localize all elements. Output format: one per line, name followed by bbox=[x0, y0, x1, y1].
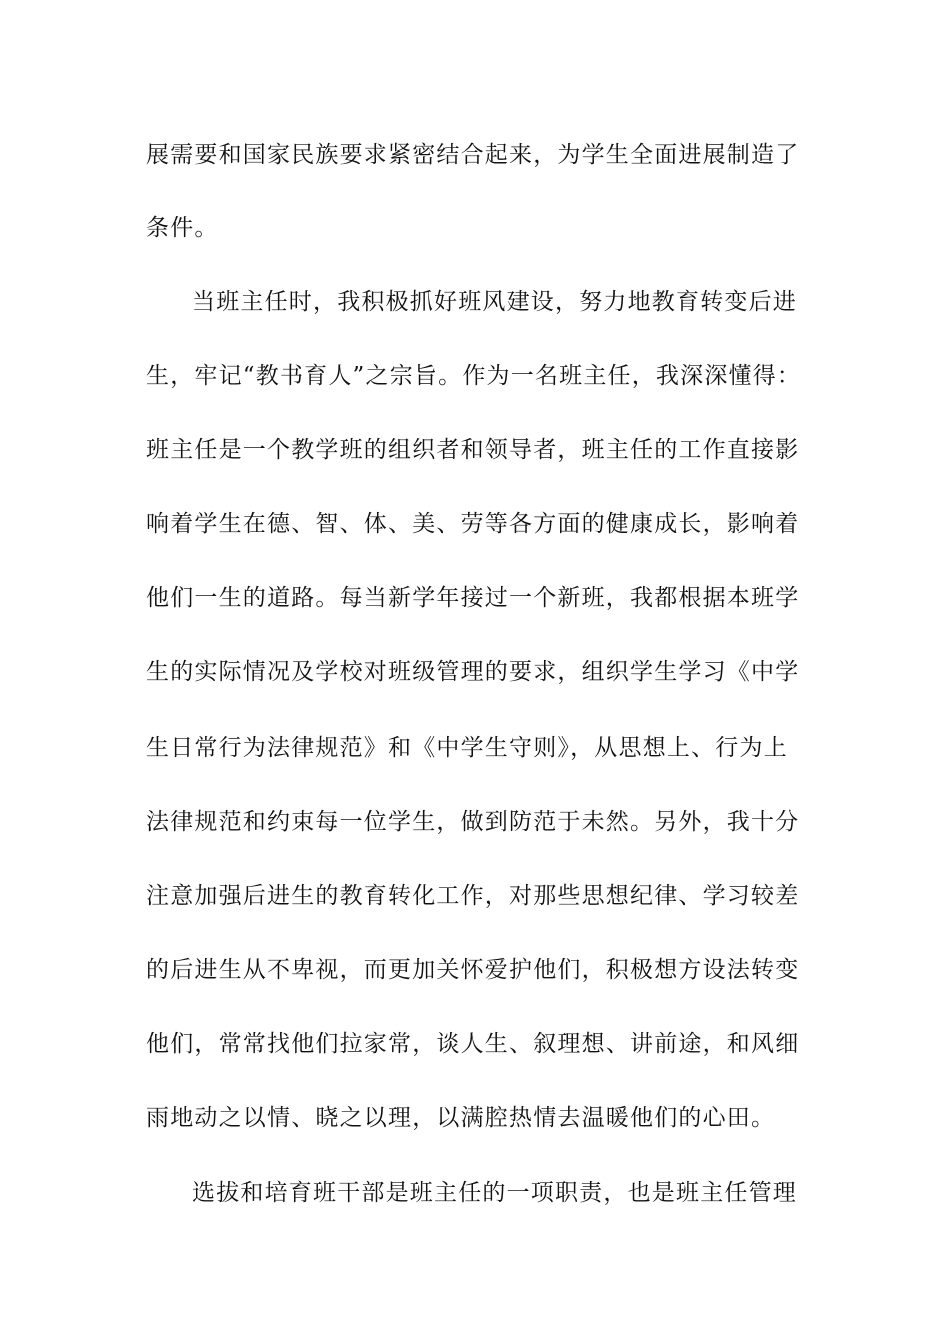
paragraph-first-line: 当班主任时，我积极抓好班风建设，努力地教育转变后进 bbox=[192, 289, 797, 315]
text-line: 法律规范和约束每一位学生，做到防范于未然。另外，我十分 bbox=[146, 809, 800, 835]
text-line: 生的实际情况及学校对班级管理的要求，组织学生学习《中学 bbox=[146, 659, 800, 685]
text-line: 注意加强后进生的教育转化工作，对那些思想纪律、学习较差 bbox=[146, 883, 800, 909]
paragraph-first-line: 选拔和培育班干部是班主任的一项职责，也是班主任管理 bbox=[192, 1180, 797, 1206]
text-line: 他们一生的道路。每当新学年接过一个新班，我都根据本班学 bbox=[146, 585, 800, 611]
text-line: 展需要和国家民族要求紧密结合起来，为学生全面进展制造了 bbox=[146, 142, 800, 168]
text-line: 响着学生在德、智、体、美、劳等各方面的健康成长，影响着 bbox=[146, 511, 800, 537]
text-line: 的后进生从不卑视，而更加关怀爱护他们，积极想方设法转变 bbox=[146, 957, 800, 983]
text-line: 生日常行为法律规范》和《中学生守则》，从思想上、行为上 bbox=[146, 735, 788, 761]
text-line: 条件。 bbox=[146, 215, 219, 241]
text-line: 他们，常常找他们拉家常，谈人生、叙理想、讲前途，和风细 bbox=[146, 1031, 800, 1057]
text-line: 班主任是一个教学班的组织者和领导者，班主任的工作直接影 bbox=[146, 437, 800, 463]
text-line: 生，牢记“教书育人”之宗旨。作为一名班主任，我深深懂得： bbox=[146, 363, 802, 389]
text-line: 雨地动之以情、晓之以理，以满腔热情去温暖他们的心田。 bbox=[146, 1105, 776, 1131]
